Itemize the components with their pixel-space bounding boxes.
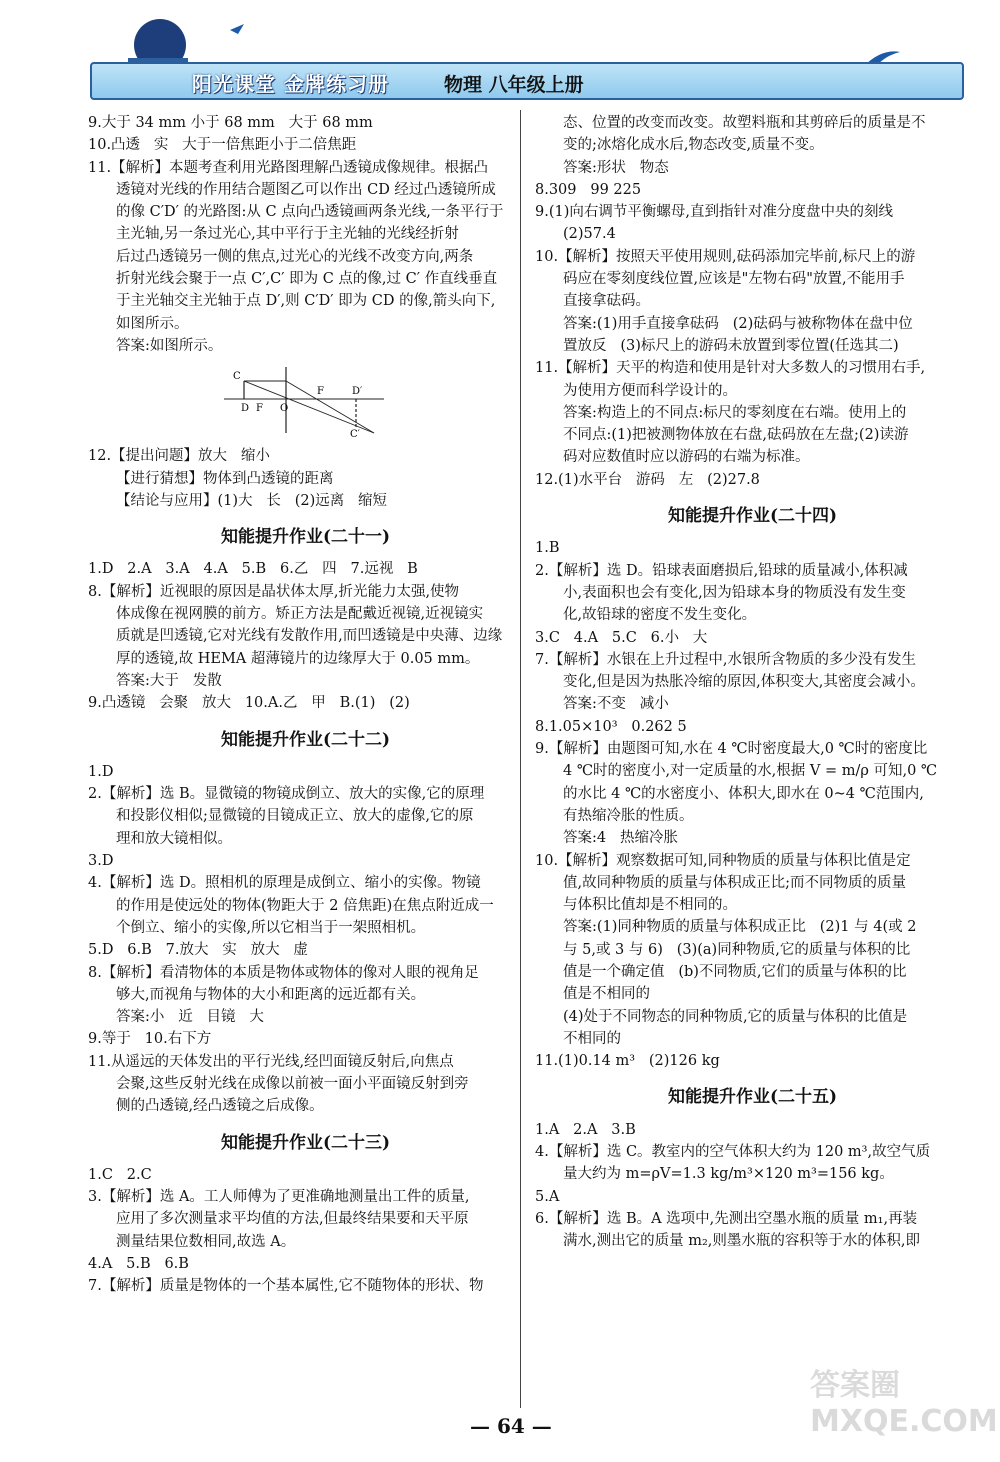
text-line: 6.【解析】选 B。A 选项中,先测出空墨水瓶的质量 m₁,再装	[535, 1210, 918, 1227]
text-line: (4)处于不同物态的同种物质,它的质量与体积的比值是	[563, 1008, 908, 1025]
text-line: 如图所示。	[116, 315, 189, 332]
text-line: 答案:(1)同种物质的质量与体积成正比 (2)1 与 4(或 2	[563, 919, 917, 936]
text-line: 4 ℃时的密度小,对一定质量的水,根据 V = m/ρ 可知,0 ℃	[563, 763, 938, 780]
text-line: 答案:大于 发散	[116, 672, 222, 689]
text-line: 1.C 2.C	[88, 1166, 152, 1183]
text-line: 11.【解析】本题考查利用光路图理解凸透镜成像规律。根据凸	[88, 159, 489, 176]
text-line: 答案:小 近 目镜 大	[116, 1009, 264, 1026]
label-o: O	[280, 403, 289, 415]
text-line: 8.309 99 225	[535, 181, 642, 198]
text-line: 主光轴,另一条过光心,其中平行于主光轴的光线经折射	[116, 226, 459, 243]
text-line: 满水,测出它的质量 m₂,则墨水瓶的容积等于水的体积,即	[563, 1233, 920, 1250]
text-line: 理和放大镜相似。	[116, 830, 232, 847]
label-c-prime: C′	[350, 429, 360, 440]
text-line: 2.【解析】选 B。显微镜的物镜成倒立、放大的实像,它的原理	[88, 786, 485, 803]
text-line: 变化,但是因为热胀冷缩的原因,体积变大,其密度会减小。	[563, 674, 925, 691]
text-line: 10.凸透 实 大于一倍焦距小于二倍焦距	[88, 137, 357, 154]
text-line: 1.D 2.A 3.A 4.A 5.B 6.乙 四 7.远视 B	[88, 561, 418, 578]
text-line: 9.【解析】由题图可知,水在 4 ℃时密度最大,0 ℃时的密度比	[535, 741, 928, 758]
section-title-24: 知能提升作业(二十四)	[667, 506, 838, 527]
label-f-left: F	[256, 403, 263, 415]
text-line: 答案:4 热缩冷胀	[563, 830, 678, 847]
text-line: 9.凸透镜 会聚 放大 10.A.乙 甲 B.(1) (2)	[88, 695, 410, 712]
text-line: 7.【解析】质量是物体的一个基本属性,它不随物体的形状、物	[88, 1278, 484, 1295]
label-d: D	[241, 403, 250, 415]
page-number: — 64 —	[470, 1414, 552, 1438]
left-column	[88, 112, 523, 1298]
text-line: 质就是凹透镜,它对光线有发散作用,而凹透镜是中央薄、边缘	[116, 628, 503, 645]
text-line: 3.D	[88, 853, 114, 870]
answer-block-23-cont	[535, 112, 970, 491]
answer-block-23	[88, 1164, 523, 1298]
subject-grade: 物理 八年级上册	[444, 74, 584, 96]
text-line: 态、位置的改变而改变。故塑料瓶和其剪碎后的质量是不	[563, 115, 926, 131]
text-line: 4.【解析】选 D。照相机的原理是成倒立、缩小的实像。物镜	[88, 875, 481, 892]
text-line: 7.【解析】水银在上升过程中,水银所含物质的多少没有发生	[535, 651, 916, 668]
text-line: (2)57.4	[563, 226, 616, 243]
text-line: 答案:(1)用手直接拿砝码 (2)砝码与被称物体在盘中位	[563, 315, 913, 332]
text-line: 小,表面积也会有变化,因为铅球本身的物质没有发生变	[563, 584, 906, 601]
text-line: 9.大于 34 mm 小于 68 mm 大于 68 mm	[88, 115, 373, 131]
text-line: 为使用方便而科学设计的。	[563, 382, 737, 399]
label-c: C	[233, 371, 241, 383]
text-line: 与 5,或 3 与 6) (3)(a)同种物质,它的质量与体积的比	[563, 941, 911, 958]
section-title-21: 知能提升作业(二十一)	[220, 527, 391, 548]
text-line: 码对应数值时应以游码的右端为标准。	[563, 449, 810, 466]
text-line: 化,故铅球的密度不发生变化。	[563, 607, 757, 624]
text-line: 量大约为 m=ρV=1.3 kg/m³×120 m³=156 kg。	[563, 1166, 894, 1183]
text-line: 的像 C′D′ 的光路图:从 C 点向凸透镜画两条光线,一条平行于	[116, 204, 504, 221]
text-line: 8.1.05×10³ 0.262 5	[535, 718, 687, 735]
text-line: 答案:如图所示。	[116, 337, 223, 354]
text-line: 11.【解析】天平的构造和使用是针对大多数人的习惯用右手,	[535, 360, 926, 377]
text-line: 够大,而视角与物体的大小和距离的远近都有关。	[116, 986, 426, 1003]
text-line: 和投影仪相似;显微镜的目镜成正立、放大的虚像,它的原	[116, 808, 474, 825]
text-line: 于主光轴交主光轴于点 D′,则 C′D′ 即为 CD 的像,箭头向下,	[116, 293, 496, 310]
text-line: 1.D	[88, 763, 114, 780]
text-line: 8.【解析】看清物体的本质是物体或物体的像对人眼的视角足	[88, 964, 479, 981]
section-title-25: 知能提升作业(二十五)	[667, 1087, 838, 1108]
text-line: 应用了多次测量求平均值的方法,但最终结果要和天平原	[116, 1211, 469, 1228]
text-line: 个倒立、缩小的实像,所以它相当于一架照相机。	[116, 919, 426, 936]
label-f-right: F	[317, 386, 324, 398]
text-line: 直接拿砝码。	[563, 293, 650, 310]
text-line: 答案:形状 物态	[563, 159, 669, 176]
text-line: 11.从遥远的天体发出的平行光线,经凹面镜反射后,向焦点	[88, 1053, 454, 1070]
answer-block-20	[88, 112, 523, 357]
text-line: 12.(1)水平台 游码 左 (2)27.8	[535, 471, 760, 488]
text-line: 的作用是使远处的物体(物距大于 2 倍焦距)在焦点附近成一	[116, 897, 494, 914]
text-line: 折射光线会聚于一点 C′,C′ 即为 C 点的像,过 C′ 作直线垂直	[116, 271, 498, 288]
text-line: 5.A	[535, 1188, 560, 1205]
answer-block-22	[88, 761, 523, 1118]
answer-block-21	[88, 558, 523, 714]
lens-ray-diagram	[224, 361, 384, 439]
text-line: 3.C 4.A 5.C 6.小 大	[535, 629, 708, 646]
answer-block-20-cont	[88, 445, 523, 512]
text-line: 4.【解析】选 C。教室内的空气体积大约为 120 m³,故空气质	[535, 1144, 931, 1161]
text-line: 码应在零刻度线位置,应该是"左物右码"放置,不能用手	[563, 271, 905, 288]
text-line: 11.(1)0.14 m³ (2)126 kg	[535, 1053, 720, 1070]
text-line: 1.A 2.A 3.B	[535, 1121, 636, 1138]
text-line: 与体积比值却是不相同的。	[563, 897, 737, 914]
text-line: 8.【解析】近视眼的原因是晶状体太厚,折光能力太强,使物	[88, 583, 460, 600]
watermark-logo: 答案圈 MXQE.COM	[810, 1368, 998, 1439]
text-line: 值是一个确定值 (b)不同物质,它们的质量与体积的比	[563, 963, 907, 980]
text-line: 10.【解析】按照天平使用规则,砝码添加完毕前,标尺上的游	[535, 248, 916, 265]
text-line: 【结论与应用】(1)大 长 (2)远离 缩短	[116, 492, 388, 509]
text-line: 厚的透镜,故 HEMA 超薄镜片的边缘厚大于 0.05 mm。	[116, 650, 480, 667]
text-line: 透镜对光线的作用结合题图乙可以作出 CD 经过凸透镜所成	[116, 181, 496, 198]
text-line: 9.(1)向右调节平衡螺母,直到指针对准分度盘中央的刻线	[535, 204, 893, 221]
text-line: 12.【提出问题】放大 缩小	[88, 448, 270, 465]
text-line: 【进行猜想】物体到凸透镜的距离	[116, 470, 334, 487]
label-d-prime: D′	[352, 386, 363, 398]
page-header	[0, 0, 1000, 108]
book-series-title: 阳光课堂 金牌练习册	[192, 72, 389, 96]
text-line: 答案:不变 减小	[563, 696, 669, 713]
text-line: 1.B	[535, 540, 560, 557]
text-line: 10.【解析】观察数据可知,同种物质的质量与体积比值是定	[535, 852, 911, 869]
text-line: 侧的凸透镜,经凸透镜之后成像。	[116, 1098, 324, 1115]
text-line: 值,故同种物质的质量与体积成正比;而不同物质的质量	[563, 874, 906, 891]
text-line: 会聚,这些反射光线在成像以前被一面小平面镜反射到旁	[116, 1075, 469, 1092]
text-line: 变的;冰熔化成水后,物态改变,质量不变。	[563, 137, 824, 154]
header-banner	[90, 62, 964, 100]
text-line: 值是不相同的	[563, 986, 650, 1003]
text-line: 后过凸透镜另一侧的焦点,过光心的光线不改变方向,两条	[116, 248, 474, 265]
text-line: 置放反 (3)标尺上的游码未放置到零位置(任选其二)	[563, 337, 899, 354]
text-line: 不同点:(1)把被测物体放在右盘,砝码放在左盘;(2)读游	[563, 427, 909, 444]
right-column	[535, 112, 970, 1253]
text-line: 2.【解析】选 D。铅球表面磨损后,铅球的质量减小,体积减	[535, 562, 908, 579]
answer-block-24	[535, 537, 970, 1072]
text-line: 9.等于 10.右下方	[88, 1031, 212, 1048]
text-line: 测量结果位数相同,故选 A。	[116, 1233, 296, 1250]
text-line: 体成像在视网膜的前方。矫正方法是配戴近视镜,近视镜实	[116, 606, 484, 623]
text-line: 3.【解析】选 A。工人师傅为了更准确地测量出工件的质量,	[88, 1189, 470, 1206]
section-title-22: 知能提升作业(二十二)	[220, 729, 391, 750]
text-line: 答案:构造上的不同点:标尺的零刻度在右端。使用上的	[563, 404, 907, 421]
section-title-23: 知能提升作业(二十三)	[220, 1132, 391, 1153]
text-line: 不相同的	[563, 1030, 621, 1047]
text-line: 的水比 4 ℃的水密度小、体积大,即水在 0~4 ℃范围内,	[563, 785, 924, 802]
answer-block-25	[535, 1119, 970, 1253]
text-line: 4.A 5.B 6.B	[88, 1256, 189, 1273]
text-line: 5.D 6.B 7.放大 实 放大 虚	[88, 942, 308, 959]
text-line: 有热缩冷胀的性质。	[563, 807, 694, 824]
